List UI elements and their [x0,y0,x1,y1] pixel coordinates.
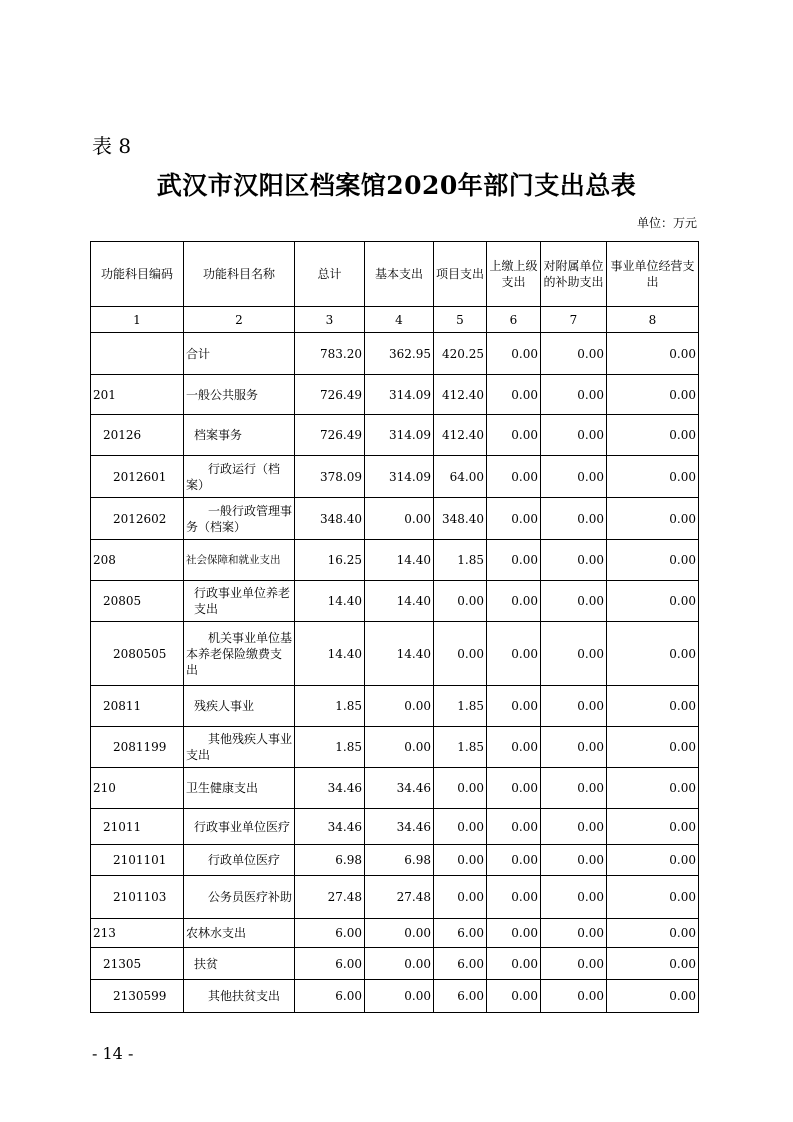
index-cell: 8 [607,307,699,333]
total-cell: 1.85 [295,686,365,727]
basic-cell: 314.09 [365,415,434,456]
code-cell: 2080505 [91,622,184,686]
basic-cell: 362.95 [365,333,434,375]
total-cell: 6.00 [295,980,365,1013]
page-number: - 14 - [92,1044,134,1063]
subsidy-cell: 0.00 [541,622,607,686]
subsidy-cell: 0.00 [541,540,607,581]
project-cell: 0.00 [434,768,487,809]
name-cell: 其他扶贫支出 [184,980,295,1013]
code-cell: 20126 [91,415,184,456]
subsidy-cell: 0.00 [541,876,607,919]
table-row [91,375,699,415]
index-cell: 2 [184,307,295,333]
project-cell: 64.00 [434,456,487,498]
business-cell: 0.00 [607,919,699,948]
subsidy-cell: 0.00 [541,809,607,845]
basic-cell: 314.09 [365,375,434,415]
expenditure-table [90,241,699,1013]
remit-cell: 0.00 [487,876,541,919]
business-cell: 0.00 [607,498,699,540]
header-cell: 事业单位经营支出 [607,242,699,307]
project-cell: 412.40 [434,375,487,415]
subsidy-cell: 0.00 [541,456,607,498]
code-cell: 208 [91,540,184,581]
name-cell: 扶贫 [184,948,295,980]
project-cell: 420.25 [434,333,487,375]
name-cell: 合计 [184,333,295,375]
table-row [91,622,699,686]
code-cell: 20811 [91,686,184,727]
basic-cell: 0.00 [365,948,434,980]
project-cell: 0.00 [434,876,487,919]
table-row [91,581,699,622]
name-cell: 一般行政管理事务（档案） [184,498,295,540]
business-cell: 0.00 [607,622,699,686]
basic-cell: 34.46 [365,768,434,809]
table-row [91,876,699,919]
name-cell: 机关事业单位基本养老保险缴费支出 [184,622,295,686]
index-cell: 4 [365,307,434,333]
remit-cell: 0.00 [487,845,541,876]
name-cell: 一般公共服务 [184,375,295,415]
table-row [91,727,699,768]
code-cell: 20805 [91,581,184,622]
remit-cell: 0.00 [487,333,541,375]
header-row [91,242,699,307]
table-row [91,768,699,809]
subsidy-cell: 0.00 [541,768,607,809]
project-cell: 1.85 [434,727,487,768]
business-cell: 0.00 [607,456,699,498]
basic-cell: 0.00 [365,727,434,768]
total-cell: 34.46 [295,768,365,809]
project-cell: 0.00 [434,845,487,876]
total-cell: 14.40 [295,581,365,622]
code-cell: 21305 [91,948,184,980]
index-cell: 1 [91,307,184,333]
remit-cell: 0.00 [487,375,541,415]
remit-cell: 0.00 [487,809,541,845]
index-row [91,307,699,333]
subsidy-cell: 0.00 [541,415,607,456]
total-cell: 14.40 [295,622,365,686]
basic-cell: 34.46 [365,809,434,845]
basic-cell: 0.00 [365,498,434,540]
code-cell [91,333,184,375]
code-cell: 210 [91,768,184,809]
remit-cell: 0.00 [487,581,541,622]
total-cell: 27.48 [295,876,365,919]
basic-cell: 6.98 [365,845,434,876]
remit-cell: 0.00 [487,919,541,948]
table-row [91,456,699,498]
remit-cell: 0.00 [487,727,541,768]
remit-cell: 0.00 [487,498,541,540]
project-cell: 0.00 [434,581,487,622]
table-row [91,540,699,581]
code-cell: 2012602 [91,498,184,540]
table-row [91,948,699,980]
remit-cell: 0.00 [487,415,541,456]
table-row [91,498,699,540]
business-cell: 0.00 [607,845,699,876]
table-row [91,809,699,845]
code-cell: 213 [91,919,184,948]
name-cell: 其他残疾人事业支出 [184,727,295,768]
business-cell: 0.00 [607,948,699,980]
subsidy-cell: 0.00 [541,948,607,980]
project-cell: 412.40 [434,415,487,456]
document-title: 武汉市汉阳区档案馆2020年部门支出总表 [156,171,637,200]
business-cell: 0.00 [607,333,699,375]
total-cell: 6.00 [295,919,365,948]
header-cell: 功能科目编码 [91,242,184,307]
business-cell: 0.00 [607,375,699,415]
table-row [91,686,699,727]
basic-cell: 14.40 [365,581,434,622]
header-cell: 功能科目名称 [184,242,295,307]
basic-cell: 314.09 [365,456,434,498]
project-cell: 6.00 [434,919,487,948]
code-cell: 2081199 [91,727,184,768]
total-cell: 378.09 [295,456,365,498]
total-cell: 348.40 [295,498,365,540]
project-cell: 1.85 [434,686,487,727]
name-cell: 行政单位医疗 [184,845,295,876]
business-cell: 0.00 [607,581,699,622]
business-cell: 0.00 [607,415,699,456]
remit-cell: 0.00 [487,540,541,581]
remit-cell: 0.00 [487,948,541,980]
table-label: 表 8 [92,134,132,158]
project-cell: 0.00 [434,809,487,845]
code-cell: 2101103 [91,876,184,919]
project-cell: 6.00 [434,948,487,980]
total-cell: 726.49 [295,375,365,415]
project-cell: 0.00 [434,622,487,686]
project-cell: 6.00 [434,980,487,1013]
total-cell: 6.00 [295,948,365,980]
business-cell: 0.00 [607,809,699,845]
index-cell: 6 [487,307,541,333]
subsidy-cell: 0.00 [541,581,607,622]
remit-cell: 0.00 [487,980,541,1013]
name-cell: 社会保障和就业支出 [184,540,295,581]
name-cell: 行政事业单位医疗 [184,809,295,845]
code-cell: 201 [91,375,184,415]
subsidy-cell: 0.00 [541,498,607,540]
total-cell: 6.98 [295,845,365,876]
name-cell: 卫生健康支出 [184,768,295,809]
subsidy-cell: 0.00 [541,686,607,727]
table-row [91,333,699,375]
subsidy-cell: 0.00 [541,845,607,876]
total-cell: 726.49 [295,415,365,456]
header-cell: 总计 [295,242,365,307]
name-cell: 行政事业单位养老支出 [184,581,295,622]
table-row [91,919,699,948]
name-cell: 农林水支出 [184,919,295,948]
code-cell: 2130599 [91,980,184,1013]
table-row [91,845,699,876]
table-row [91,980,699,1013]
header-cell: 对附属单位的补助支出 [541,242,607,307]
subsidy-cell: 0.00 [541,333,607,375]
project-cell: 348.40 [434,498,487,540]
total-cell: 783.20 [295,333,365,375]
total-cell: 16.25 [295,540,365,581]
header-cell: 项目支出 [434,242,487,307]
subsidy-cell: 0.00 [541,919,607,948]
name-cell: 档案事务 [184,415,295,456]
subsidy-cell: 0.00 [541,375,607,415]
total-cell: 34.46 [295,809,365,845]
name-cell: 公务员医疗补助 [184,876,295,919]
table-row [91,415,699,456]
basic-cell: 0.00 [365,686,434,727]
remit-cell: 0.00 [487,768,541,809]
header-cell: 上缴上级支出 [487,242,541,307]
index-cell: 7 [541,307,607,333]
business-cell: 0.00 [607,980,699,1013]
basic-cell: 0.00 [365,980,434,1013]
business-cell: 0.00 [607,540,699,581]
name-cell: 行政运行（档案） [184,456,295,498]
code-cell: 2012601 [91,456,184,498]
remit-cell: 0.00 [487,686,541,727]
basic-cell: 27.48 [365,876,434,919]
name-cell: 残疾人事业 [184,686,295,727]
code-cell: 21011 [91,809,184,845]
project-cell: 1.85 [434,540,487,581]
basic-cell: 14.40 [365,540,434,581]
subsidy-cell: 0.00 [541,727,607,768]
index-cell: 5 [434,307,487,333]
total-cell: 1.85 [295,727,365,768]
business-cell: 0.00 [607,876,699,919]
index-cell: 3 [295,307,365,333]
remit-cell: 0.00 [487,622,541,686]
unit-label: 单位：万元 [636,216,697,230]
code-cell: 2101101 [91,845,184,876]
basic-cell: 0.00 [365,919,434,948]
basic-cell: 14.40 [365,622,434,686]
remit-cell: 0.00 [487,456,541,498]
subsidy-cell: 0.00 [541,980,607,1013]
header-cell: 基本支出 [365,242,434,307]
business-cell: 0.00 [607,686,699,727]
business-cell: 0.00 [607,768,699,809]
business-cell: 0.00 [607,727,699,768]
